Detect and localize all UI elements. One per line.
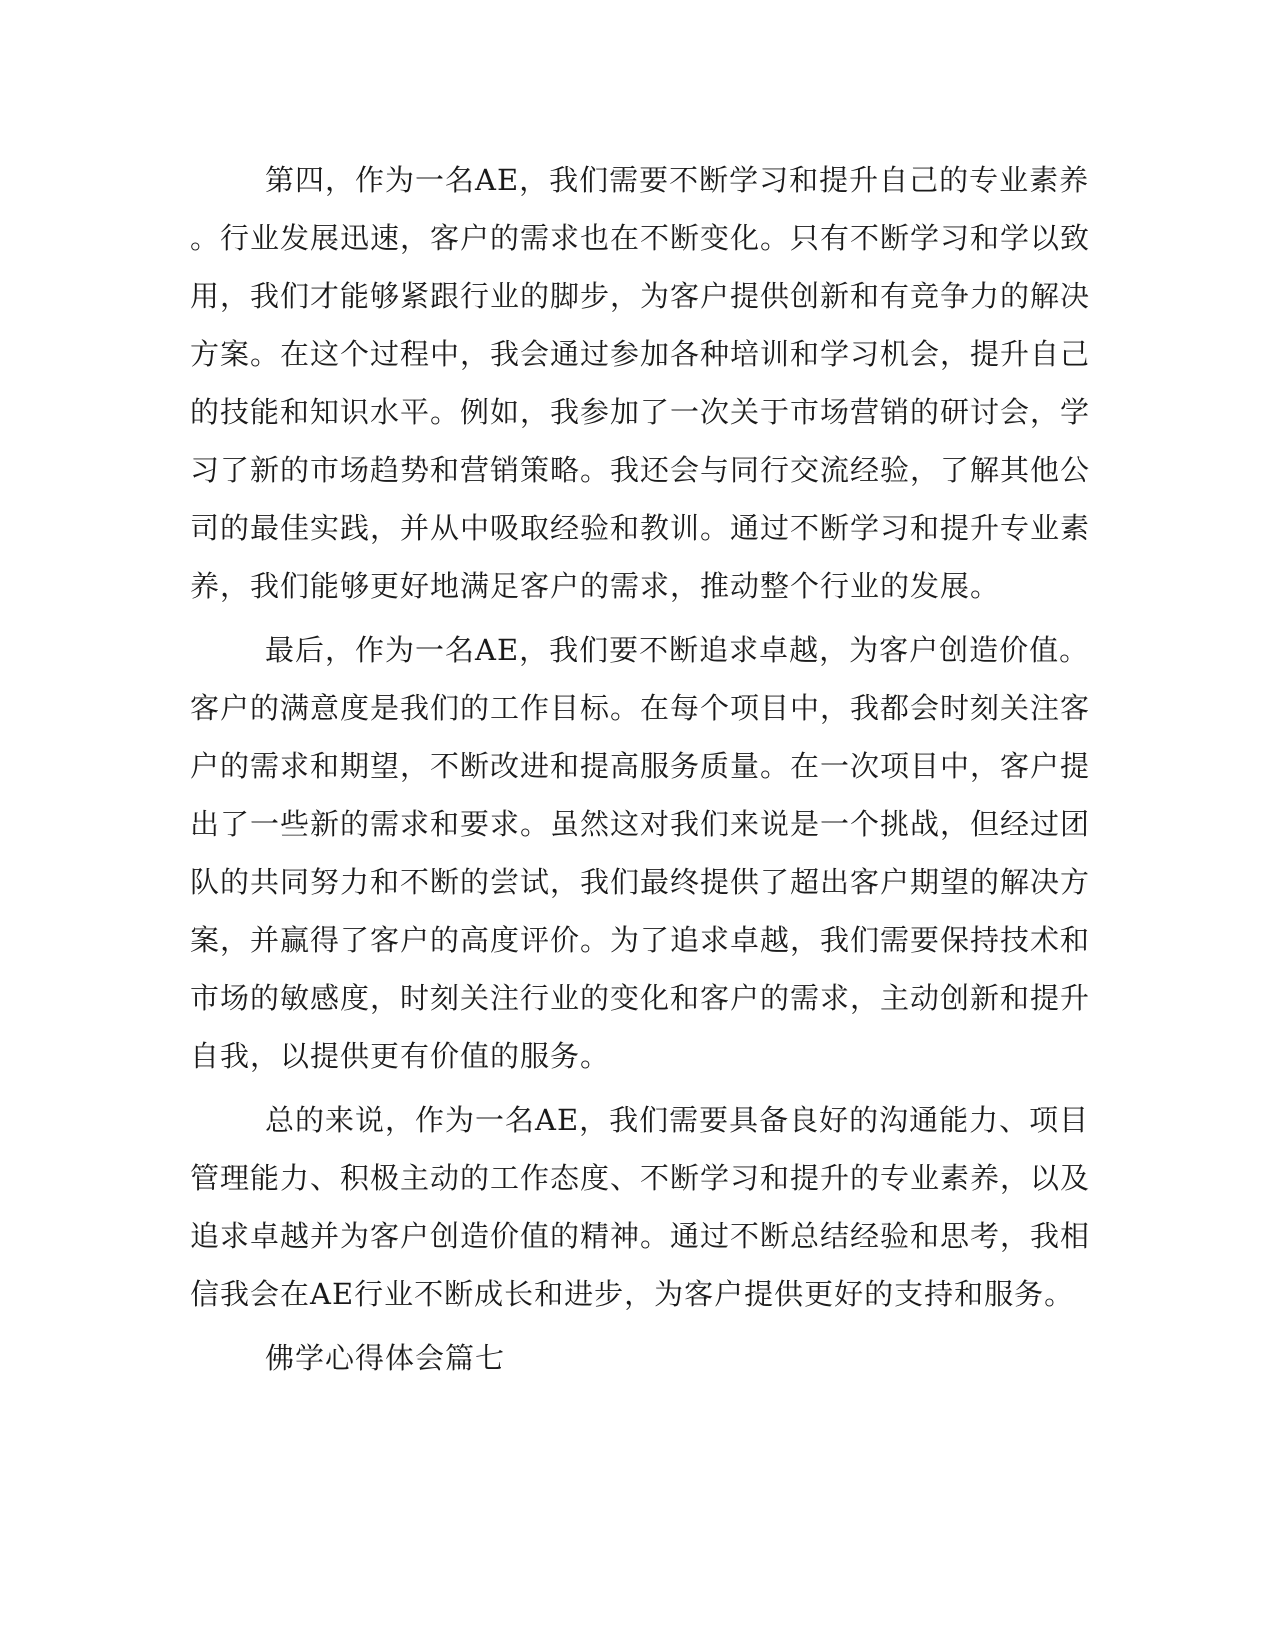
text-line: 。行业发展迅速，客户的需求也在不断变化。只有不断学习和学以致 <box>190 221 1091 255</box>
text-line: 客户的满意度是我们的工作目标。在每个项目中，我都会时刻关注客 <box>190 691 1091 725</box>
text-line: 管理能力、积极主动的工作态度、不断学习和提升的专业素养，以及 <box>190 1161 1091 1195</box>
section-heading: 佛学心得体会篇七 <box>265 1341 506 1375</box>
text-line: 第四，作为一名AE，我们需要不断学习和提升自己的专业素养 <box>265 163 1090 197</box>
text-line: 用，我们才能够紧跟行业的脚步，为客户提供创新和有竞争力的解决 <box>190 279 1091 313</box>
text-line: 队的共同努力和不断的尝试，我们最终提供了超出客户期望的解决方 <box>190 865 1091 899</box>
text-line: 养，我们能够更好地满足客户的需求，推动整个行业的发展。 <box>190 569 1001 603</box>
text-line: 自我，以提供更有价值的服务。 <box>190 1039 611 1073</box>
text-line: 方案。在这个过程中，我会通过参加各种培训和学习机会，提升自己 <box>190 337 1091 371</box>
text-line: 的技能和知识水平。例如，我参加了一次关于市场营销的研讨会，学 <box>190 395 1091 429</box>
text-line: 出了一些新的需求和要求。虽然这对我们来说是一个挑战，但经过团 <box>190 807 1091 841</box>
text-line: 信我会在AE行业不断成长和进步，为客户提供更好的支持和服务。 <box>190 1277 1075 1311</box>
text-line: 司的最佳实践，并从中吸取经验和教训。通过不断学习和提升专业素 <box>190 511 1091 545</box>
text-line: 总的来说，作为一名AE，我们需要具备良好的沟通能力、项目 <box>265 1103 1090 1137</box>
text-line: 最后，作为一名AE，我们要不断追求卓越，为客户创造价值。 <box>265 633 1090 667</box>
text-line: 习了新的市场趋势和营销策略。我还会与同行交流经验，了解其他公 <box>190 453 1091 487</box>
text-line: 案，并赢得了客户的高度评价。为了追求卓越，我们需要保持技术和 <box>190 923 1091 957</box>
text-line: 户的需求和期望，不断改进和提高服务质量。在一次项目中，客户提 <box>190 749 1091 783</box>
text-line: 市场的敏感度，时刻关注行业的变化和客户的需求，主动创新和提升 <box>190 981 1091 1015</box>
text-line: 追求卓越并为客户创造价值的精神。通过不断总结经验和思考，我相 <box>190 1219 1091 1253</box>
